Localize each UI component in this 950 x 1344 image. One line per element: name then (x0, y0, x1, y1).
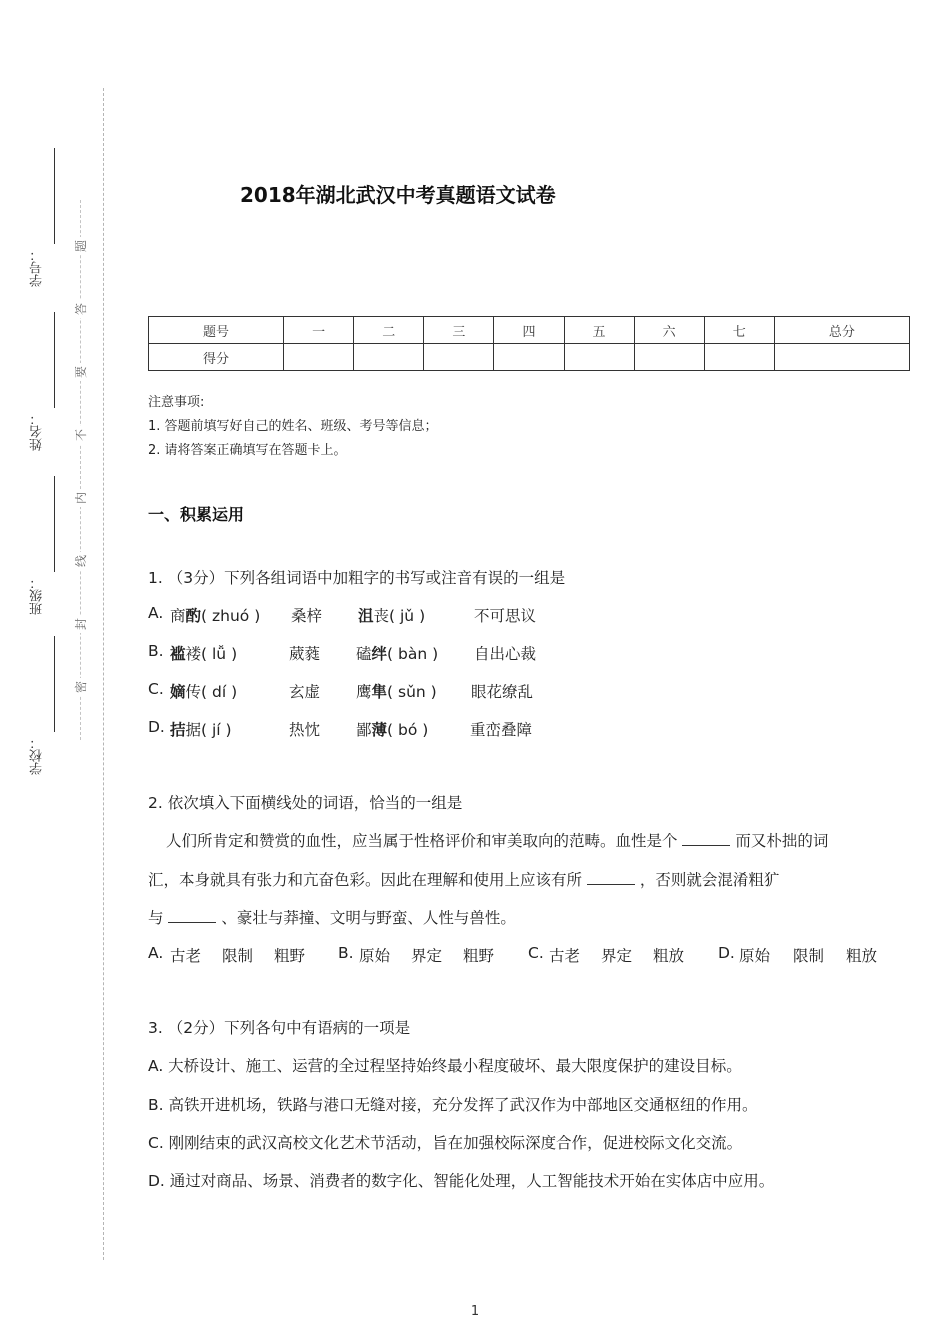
class-line[interactable] (54, 476, 55, 572)
seal-char: 答 (72, 300, 90, 318)
binding-dashed-line (103, 88, 104, 1260)
score-row-label: 得分 (149, 344, 284, 371)
word: 界定 (601, 947, 633, 965)
q1-stem: 1. （3分）下列各组词语中加粗字的书写或注音有误的一组是 (148, 569, 566, 587)
score-table-score-row (149, 344, 910, 371)
seal-char: 要 (72, 363, 90, 381)
class-label: 班级： (30, 576, 45, 616)
word: 限制 (793, 947, 825, 965)
word: 界定 (411, 947, 443, 965)
score-table-header-row (149, 317, 910, 344)
q2-passage-line: 人们所肯定和赞赏的血性，应当属于性格评价和审美取向的范畴。血性是个 而又朴拙的词 (166, 832, 829, 850)
name-line[interactable] (54, 312, 55, 408)
q3-option: B. 高铁开进机场，铁路与港口无缝对接，充分发挥了武汉作为中部地区交通枢纽的作用。 (148, 1096, 758, 1114)
word-with-pinyin: 鹰隼( sǔn ) (356, 683, 437, 701)
score-cell[interactable] (774, 344, 909, 371)
score-cell[interactable] (424, 344, 494, 371)
option-label: D. (148, 718, 165, 736)
fill-blank[interactable] (587, 872, 635, 885)
student-id-line[interactable] (54, 148, 55, 244)
word: 粗野 (274, 947, 306, 965)
note-item: 1. 答题前填写好自己的姓名、班级、考号等信息； (148, 419, 438, 434)
word-with-pinyin: 沮丧( jǔ ) (358, 607, 426, 625)
word: 不可思议 (474, 607, 537, 625)
word: 古老 (170, 947, 202, 965)
word: 粗野 (463, 947, 495, 965)
seal-char: 题 (72, 237, 90, 255)
option-label: B. (338, 944, 354, 962)
score-header-cell: 六 (634, 317, 704, 344)
score-cell[interactable] (634, 344, 704, 371)
notes-heading: 注意事项: (148, 395, 205, 410)
score-header-cell: 二 (354, 317, 424, 344)
word-with-pinyin: 鄙薄( bó ) (356, 721, 429, 739)
section-heading: 一、积累运用 (148, 505, 245, 524)
seal-char: 不 (72, 426, 90, 444)
score-table (148, 316, 910, 371)
word: 原始 (739, 947, 771, 965)
q2-stem: 2. 依次填入下面横线处的词语，恰当的一组是 (148, 794, 463, 812)
score-cell[interactable] (354, 344, 424, 371)
seal-char: 密 (72, 678, 90, 696)
word: 眼花缭乱 (471, 683, 534, 701)
word-with-pinyin: 褴褛( lǚ ) (170, 645, 238, 663)
option-label: D. (718, 944, 735, 962)
option-label: A. (148, 944, 164, 962)
word: 玄虚 (289, 683, 321, 701)
word: 粗放 (653, 947, 685, 965)
q3-option: A. 大桥设计、施工、运营的全过程坚持始终最小程度破坏、最大限度保护的建设目标。 (148, 1057, 742, 1075)
score-header-cell: 总分 (774, 317, 909, 344)
exam-title: 2018年湖北武汉中考真题语文试卷 (240, 183, 556, 207)
fill-blank[interactable] (682, 833, 730, 846)
seal-dashed-line (80, 200, 81, 740)
q3-stem: 3. （2分）下列各句中有语病的一项是 (148, 1019, 411, 1037)
q3-option: C. 刚刚结束的武汉高校文化艺术节活动，旨在加强校际深度合作，促进校际文化交流。 (148, 1134, 743, 1152)
school-label: 学校： (30, 736, 45, 776)
score-header-cell: 五 (564, 317, 634, 344)
word: 自出心裁 (474, 645, 537, 663)
word-with-pinyin: 商酌( zhuó ) (170, 607, 261, 625)
option-label: B. (148, 642, 164, 660)
word-with-pinyin: 磕绊( bàn ) (356, 645, 439, 663)
q2-passage-line: 与 、豪壮与莽撞、文明与野蛮、人性与兽性。 (148, 909, 516, 927)
q3-option: D. 通过对商品、场景、消费者的数字化、智能化处理，人工智能技术开始在实体店中应用。 (148, 1172, 775, 1190)
word-with-pinyin: 嫡传( dí ) (170, 683, 238, 701)
school-line[interactable] (54, 636, 55, 732)
score-header-cell: 题号 (149, 317, 284, 344)
student-id-label: 学号： (30, 248, 45, 288)
name-label: 姓名： (30, 412, 45, 452)
seal-char: 内 (72, 489, 90, 507)
score-header-cell: 四 (494, 317, 564, 344)
word: 桑梓 (291, 607, 323, 625)
page-number: 1 (470, 1304, 480, 1319)
score-cell[interactable] (494, 344, 564, 371)
score-cell[interactable] (564, 344, 634, 371)
note-item: 2. 请将答案正确填写在答题卡上。 (148, 443, 347, 458)
fill-blank[interactable] (168, 910, 216, 923)
word: 原始 (359, 947, 391, 965)
option-label: A. (148, 604, 164, 622)
word: 古老 (549, 947, 581, 965)
word: 热忱 (289, 721, 321, 739)
score-header-cell: 三 (424, 317, 494, 344)
word: 葳蕤 (289, 645, 321, 663)
word: 粗放 (846, 947, 878, 965)
score-cell[interactable] (284, 344, 354, 371)
option-label: C. (148, 680, 164, 698)
word-with-pinyin: 拮据( jí ) (170, 721, 232, 739)
seal-char: 线 (72, 552, 90, 570)
score-header-cell: 一 (284, 317, 354, 344)
q2-passage-line: 汇，本身就具有张力和亢奋色彩。因此在理解和使用上应该有所 ，否则就会混淆粗犷 (148, 871, 780, 889)
option-label: C. (528, 944, 544, 962)
word: 限制 (222, 947, 254, 965)
seal-char: 封 (72, 615, 90, 633)
score-cell[interactable] (704, 344, 774, 371)
score-header-cell: 七 (704, 317, 774, 344)
word: 重峦叠障 (470, 721, 533, 739)
